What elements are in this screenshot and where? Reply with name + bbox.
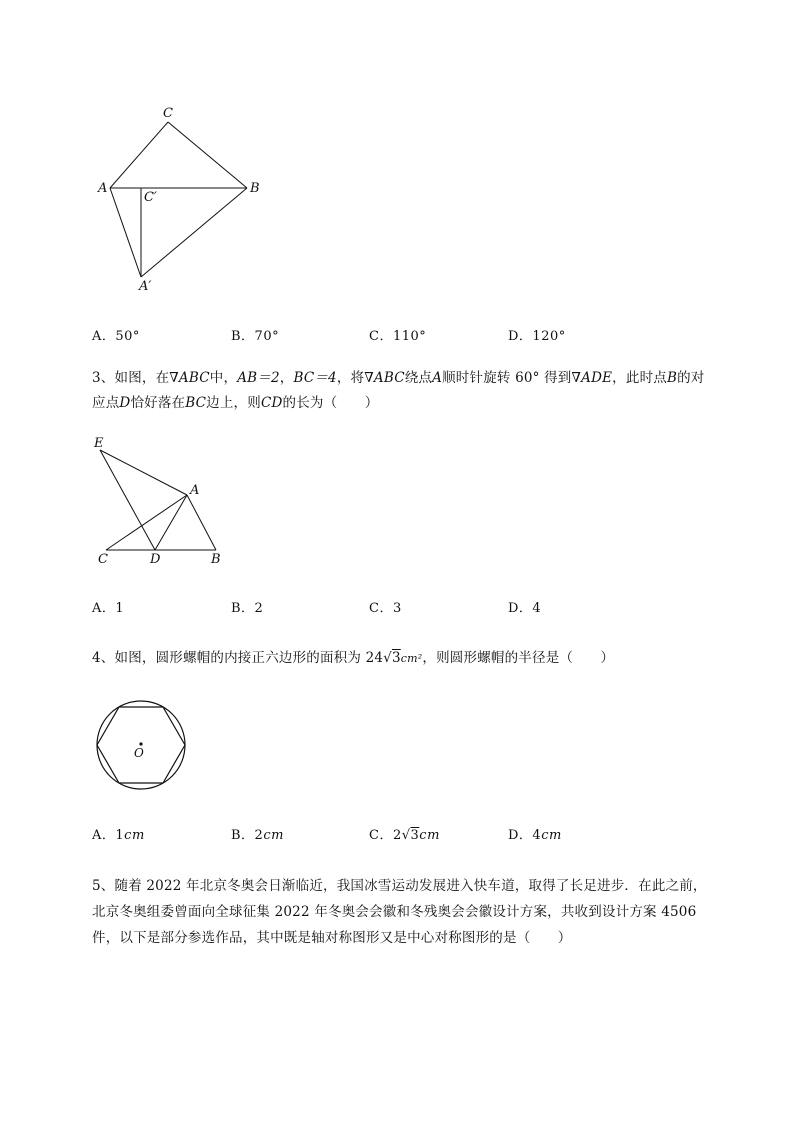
sqrt-symbol: √: [383, 650, 392, 666]
q2-choice-c[interactable]: C．110°: [369, 329, 427, 344]
q5-line-1: 5、随着 2022 年北京冬奥会日渐临近，我国冰雪运动发展进入快车道，取得了长足进步．在此之前，: [92, 878, 707, 894]
q2-choice-a[interactable]: A．50°: [92, 329, 140, 344]
label-A: A: [98, 181, 108, 196]
q2-choice-d[interactable]: D．120°: [508, 329, 566, 344]
q4-choice-d[interactable]: D．4cm: [508, 828, 562, 843]
q4-choice-b[interactable]: B．2cm: [231, 828, 284, 843]
q3-line-1: 3、如图，在∇ABC中，AB＝2，BC＝4，将∇ABC绕点A顺时针旋转 60° 得到∇ADE，此时点B的对: [92, 370, 705, 386]
label-B2: B: [211, 552, 221, 567]
q3-choice-d[interactable]: D．4: [508, 601, 542, 616]
q5-line-2: 北京冬奥组委曾面向全球征集 2022 年冬奥会会徽和冬残奥会会徽设计方案，共收到设计方案 4506: [92, 904, 697, 920]
label-D2: D: [150, 552, 161, 567]
label-C: C: [163, 106, 173, 121]
label-E: E: [94, 436, 104, 451]
q3-choice-c[interactable]: C．3: [369, 601, 402, 616]
label-Aprime: A′: [139, 279, 152, 294]
label-Cprime: C′: [144, 190, 157, 205]
label-B: B: [250, 181, 260, 196]
q4-choice-c[interactable]: C．2√3cm: [369, 828, 440, 843]
label-O: O: [134, 746, 144, 760]
q2-choice-b[interactable]: B．70°: [231, 329, 280, 344]
label-A2: A: [190, 483, 200, 498]
q3-choice-a[interactable]: A．1: [92, 601, 125, 616]
q3-choice-b[interactable]: B．2: [231, 601, 264, 616]
q5-line-3: 件，以下是部分参选作品，其中既是轴对称图形又是中心对称图形的是（ ）: [92, 930, 572, 946]
q4-choice-a[interactable]: A．1cm: [92, 828, 145, 843]
label-C2: C: [98, 552, 108, 567]
q4-line-1: 4、如图，圆形螺帽的内接正六边形的面积为 24√3cm²，则圆形螺帽的半径是（ ）: [92, 650, 615, 666]
q3-line-2: 应点D恰好落在BC边上，则CD的长为（ ）: [92, 395, 379, 411]
